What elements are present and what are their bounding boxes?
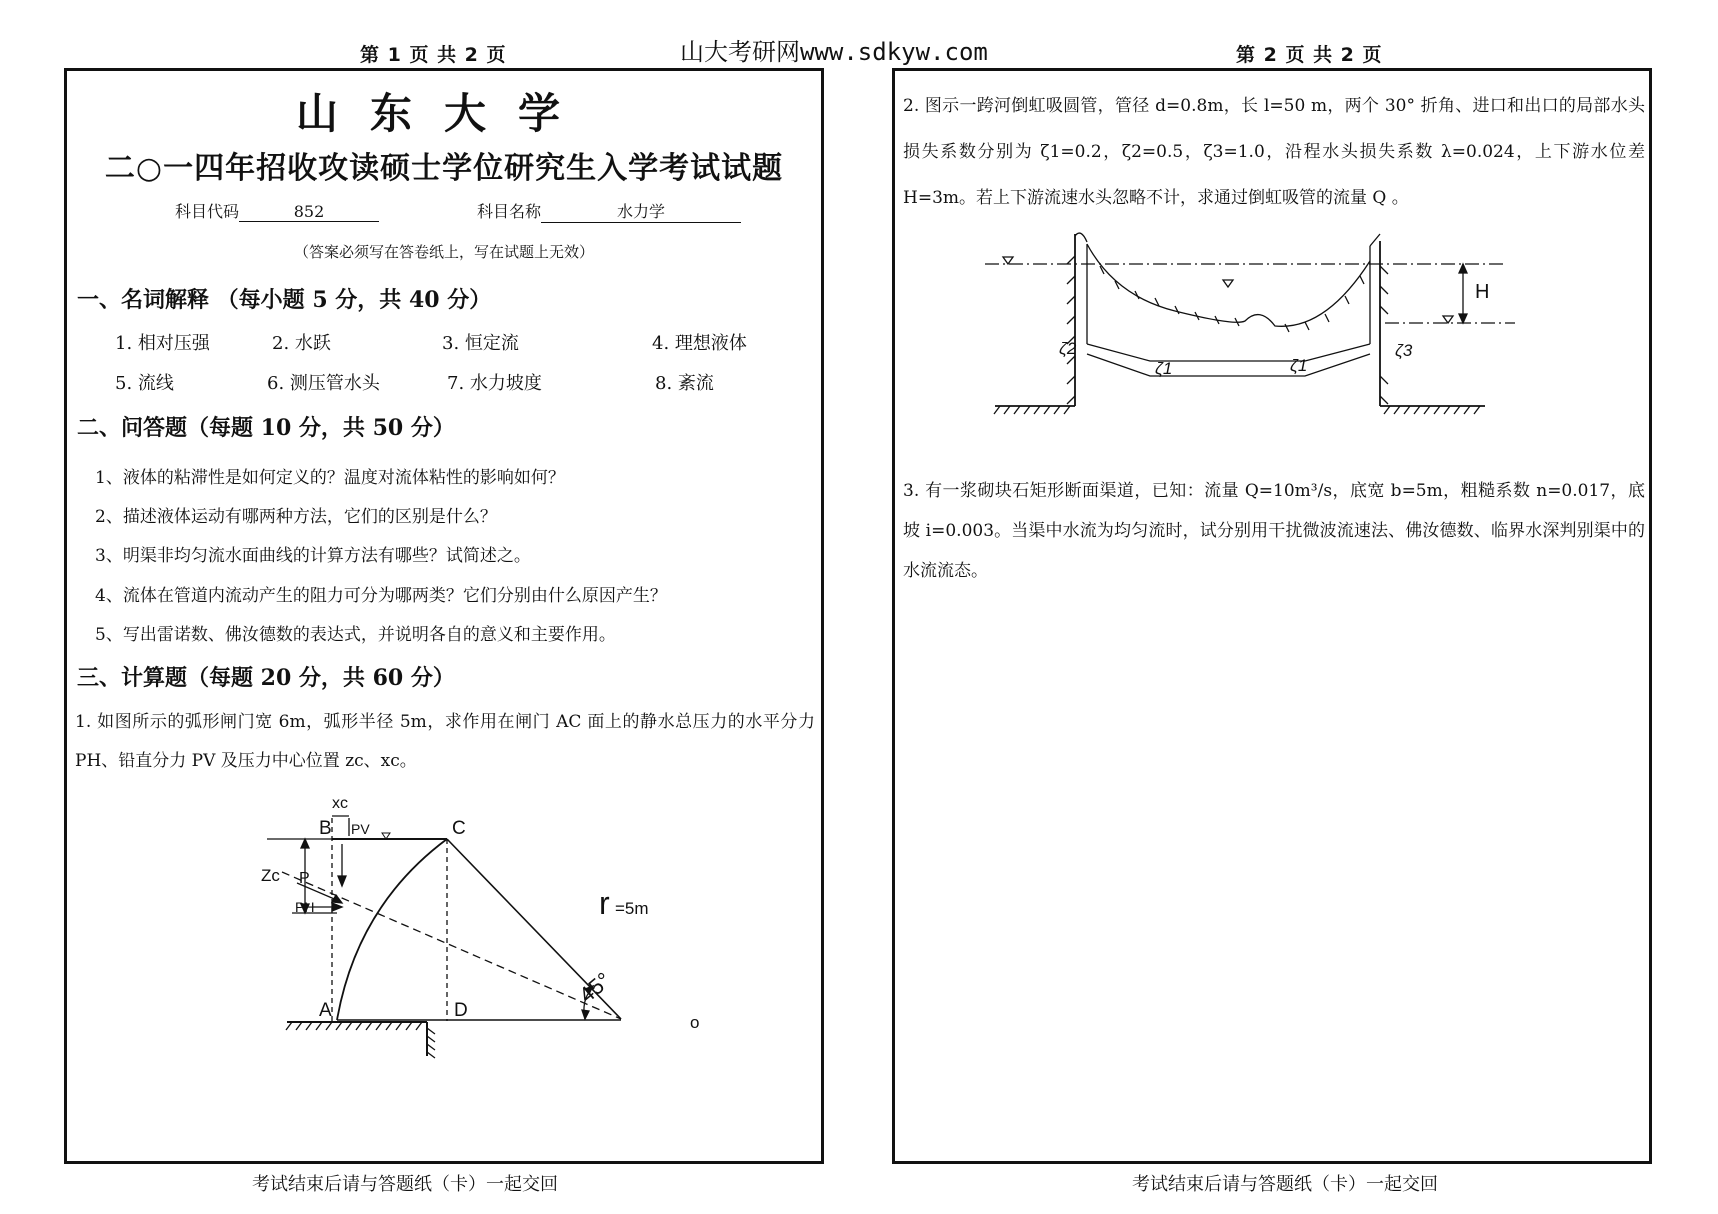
subject-name-label: 科目名称: [477, 202, 542, 221]
label-D: D: [454, 1000, 468, 1021]
subject-name-value: 水力学: [541, 199, 741, 223]
term-item: 7. 水力坡度: [447, 373, 542, 394]
section3-heading: 三、计算题（每题 20 分，共 60 分）: [77, 665, 455, 691]
question-item: 5、写出雷诺数、佛汝德数的表达式，并说明各自的意义和主要作用。: [95, 625, 616, 645]
term-item: 3. 恒定流: [442, 333, 519, 354]
label-H: H: [1475, 281, 1490, 303]
answer-note: （答案必须写在答卷纸上，写在试题上无效）: [293, 243, 594, 261]
subject-code-value: 852: [239, 202, 379, 222]
exam-title: 二○一四年招收攻读硕士学位研究生入学考试试题: [104, 151, 784, 186]
term-item: 1. 相对压强: [115, 333, 210, 354]
label-xc: xc: [332, 795, 348, 812]
label-PV: PV: [351, 821, 370, 837]
label-P: P: [299, 870, 310, 887]
label-r: r: [599, 885, 610, 921]
page1-footer: 考试结束后请与答题纸（卡）一起交回: [252, 1174, 558, 1195]
term-item: 6. 测压管水头: [267, 373, 380, 394]
page2-footer: 考试结束后请与答题纸（卡）一起交回: [1132, 1174, 1438, 1195]
label-B: B: [319, 818, 332, 839]
label-O: o: [690, 1013, 700, 1032]
label-C: C: [452, 818, 466, 839]
siphon-figure: [975, 226, 1535, 446]
term-item: 5. 流线: [115, 373, 174, 394]
arc-gate-figure: [247, 776, 767, 1136]
exam-page-1: [64, 68, 824, 1164]
label-PH: PH: [295, 899, 315, 915]
subject-name-row: [477, 199, 741, 223]
subject-code-label: 科目代码: [175, 202, 240, 221]
calc-question-3: 3. 有一浆砌块石矩形断面渠道，已知：流量 Q=10m³/s，底宽 b=5m，粗糙系数 n=0.017，底坡 i=0.003。当渠中水流为均匀流时，试分别用干扰微波流速法、佛汝德数、临界水深判别渠中的水流流态。: [903, 481, 1645, 581]
label-r-value: =5m: [615, 899, 649, 918]
label-A: A: [319, 1000, 332, 1021]
calc-question-2: 2. 图示一跨河倒虹吸圆管，管径 d=0.8m，长 l=50 m，两个 30° 折角、进口和出口的局部水头损失系数分别为 ζ1=0.2，ζ2=0.5，ζ3=1.0，沿程水头损失系数 λ=0.024，上下游水位差 H=3m。若上下游流速水头忽略不计，求通过倒虹吸管的流量 Q 。: [903, 96, 1645, 208]
term-item: 2. 水跃: [272, 333, 331, 354]
calc-question-1: 1. 如图所示的弧形闸门宽 6m，弧形半径 5m，求作用在闸门 AC 面上的静水总压力的水平分力 PH、铅直分力 PV 及压力中心位置 zc、xc。: [75, 712, 815, 771]
label-angle: 45°: [574, 967, 616, 1008]
label-zeta3: ζ3: [1395, 341, 1413, 360]
site-watermark: 山大考研网www.sdkyw.com: [680, 38, 988, 66]
question-item: 1、液体的粘滞性是如何定义的？温度对流体粘性的影响如何？: [95, 468, 565, 488]
page-number-right: 第 2 页 共 2 页: [1236, 44, 1383, 66]
subject-code-row: [175, 199, 379, 222]
university-name: 山东大学: [295, 89, 592, 138]
question-item: 4、流体在管道内流动产生的阻力可分为哪两类？它们分别由什么原因产生？: [95, 586, 667, 606]
label-zc: Zc: [261, 866, 280, 885]
page-number-left: 第 1 页 共 2 页: [360, 44, 507, 66]
label-zeta1-left: ζ1: [1155, 359, 1173, 378]
question-item: 2、描述液体运动有哪两种方法，它们的区别是什么？: [95, 507, 497, 527]
term-item: 8. 紊流: [655, 373, 714, 394]
label-zeta2: ζ2: [1059, 339, 1077, 358]
exam-page-2: [892, 68, 1652, 1164]
question-item: 3、明渠非均匀流水面曲线的计算方法有哪些？试简述之。: [95, 546, 531, 566]
section1-heading: 一、名词解释 （每小题 5 分，共 40 分）: [77, 287, 492, 313]
term-item: 4. 理想液体: [652, 333, 747, 354]
section2-heading: 二、问答题（每题 10 分，共 50 分）: [77, 415, 455, 441]
label-zeta1-right: ζ1: [1290, 356, 1308, 375]
